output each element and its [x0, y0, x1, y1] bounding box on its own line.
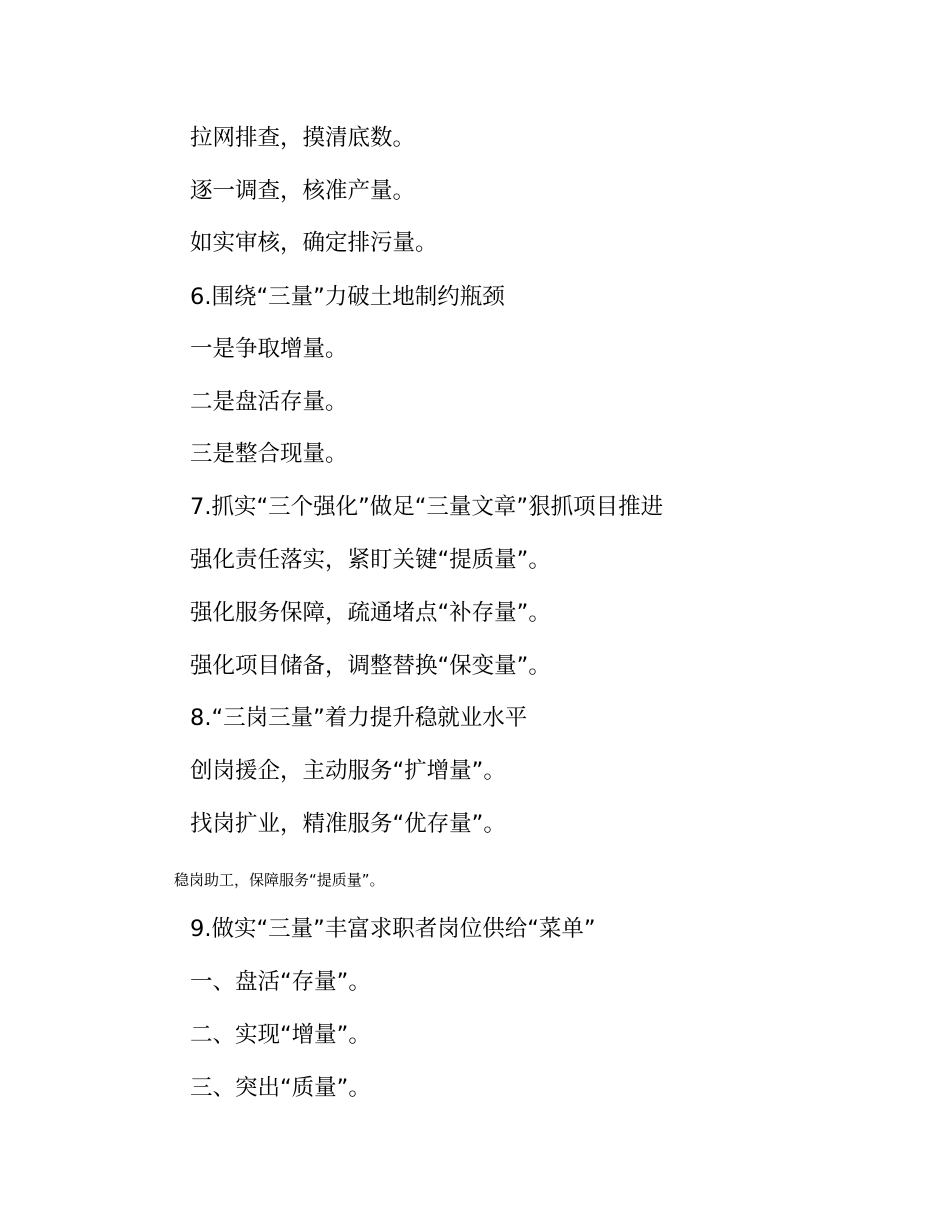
section-heading-9: 9.做实“三量”丰富求职者岗位供给“菜单” — [190, 916, 596, 942]
text-line: 找岗扩业，精准服务“优存量”。 — [190, 811, 506, 837]
text-line: 一、盘活“存量”。 — [190, 969, 371, 995]
text-line: 强化项目储备，调整替换“保变量”。 — [190, 653, 551, 679]
text-line: 三、突出“质量”。 — [190, 1075, 371, 1101]
section-heading-8: 8.“三岗三量”着力提升稳就业水平 — [190, 705, 528, 731]
section-heading-7: 7.抓实“三个强化”做足“三量文章”狠抓项目推进 — [190, 494, 664, 520]
text-line-small: 稳岗助工，保障服务“提质量”。 — [174, 871, 385, 889]
text-line: 强化责任落实，紧盯关键“提质量”。 — [190, 547, 551, 573]
text-line: 强化服务保障，疏通堵点“补存量”。 — [190, 600, 551, 626]
text-line: 拉网排查，摸清底数。 — [190, 125, 416, 151]
text-line: 一是争取增量。 — [190, 336, 348, 362]
text-line: 创岗援企，主动服务“扩增量”。 — [190, 758, 506, 784]
text-line: 逐一调查，核准产量。 — [190, 178, 416, 204]
text-line: 二是盘活存量。 — [190, 389, 348, 415]
text-line: 二、实现“增量”。 — [190, 1022, 371, 1048]
text-line: 三是整合现量。 — [190, 441, 348, 467]
text-line: 如实审核，确定排污量。 — [190, 230, 438, 256]
section-heading-6: 6.围绕“三量”力破土地制约瓶颈 — [190, 284, 505, 310]
